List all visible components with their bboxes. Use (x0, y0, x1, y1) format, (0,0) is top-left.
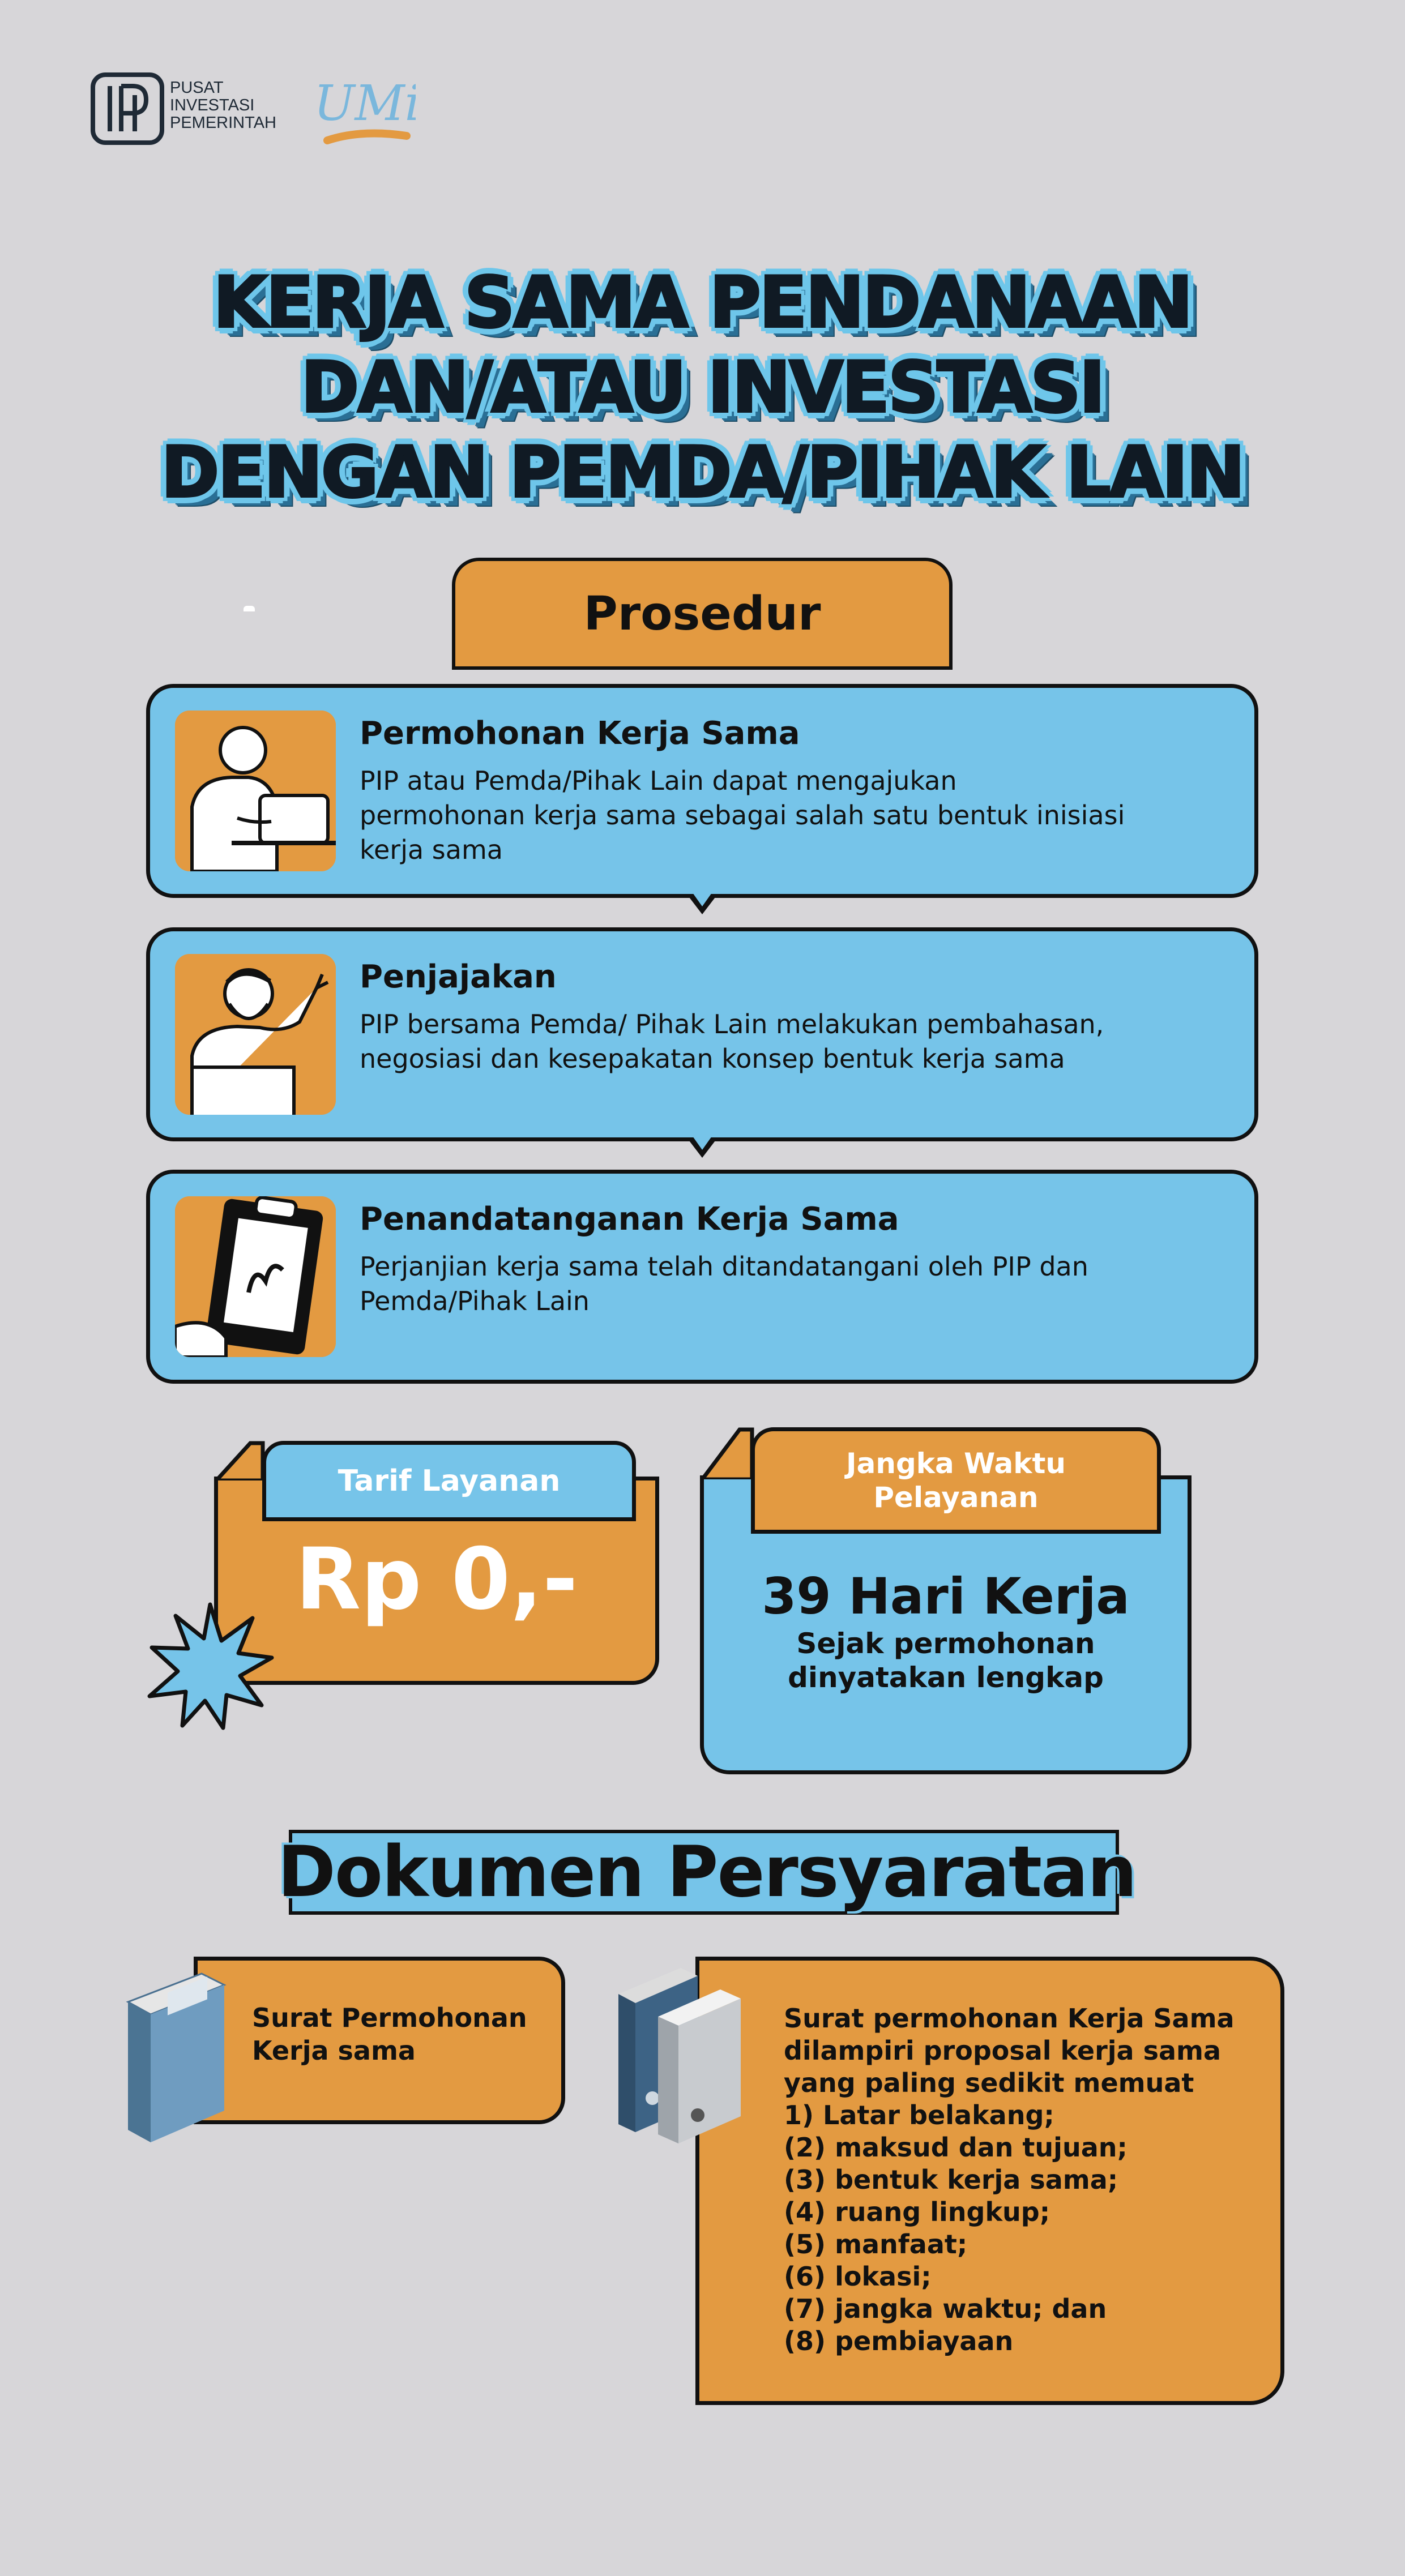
step-title: Penjajakan (360, 958, 557, 995)
jangka-note-line: dinyatakan lengkap (788, 1661, 1104, 1694)
pip-logo-text (170, 79, 276, 132)
step-connector-arrow (687, 1139, 717, 1158)
book-icon (117, 1962, 230, 2143)
step-line: negosiasi dan kesepakatan konsep bentuk kerja sama (360, 1043, 1065, 1074)
step-title: Penandatanganan Kerja Sama (360, 1201, 899, 1238)
title-line-2: DAN/ATAU INVESTASI (301, 347, 1104, 429)
step-description (360, 1250, 1243, 1319)
pip-logo-line: PEMERINTAH (170, 114, 276, 132)
pip-logo-line: PUSAT (170, 79, 224, 97)
step-line: permohonan kerja sama sebagai salah satu bentuk inisiasi (360, 800, 1125, 831)
binder-icon (613, 1962, 746, 2143)
umi-logo-text: UMi (314, 75, 416, 132)
tarif-value: Rp 0,- (295, 1530, 578, 1629)
person-pointing-icon (175, 954, 336, 1115)
dokumen-item-2-text (784, 2002, 1271, 2357)
dokumen-item-2-line: Surat permohonan Kerja Sama (784, 2003, 1235, 2034)
jangka-waktu-value: 39 Hari Kerja (762, 1567, 1130, 1625)
title-line-3: DENGAN PEMDA/PIHAK LAIN (161, 432, 1244, 514)
jangka-label-line: Pelayanan (873, 1481, 1039, 1514)
step-line: PIP atau Pemda/Pihak Lain dapat mengajukan (360, 765, 957, 796)
prosedur-label: Prosedur (583, 587, 821, 641)
step-description (360, 764, 1243, 867)
dokumen-item-1-line: Kerja sama (252, 2035, 416, 2066)
dokumen-item-2-line: (5) manfaat; (784, 2229, 968, 2260)
step-title: Permohonan Kerja Sama (360, 715, 800, 752)
dokumen-item-2-line: (8) pembiayaan (784, 2326, 1014, 2356)
decorative-dot (244, 606, 255, 611)
dokumen-item-2-line: (2) maksud dan tujuan; (784, 2132, 1128, 2163)
step-card-penandatanganan (146, 1170, 1258, 1384)
jangka-label-line: Jangka Waktu (846, 1447, 1066, 1480)
umi-logo (310, 72, 416, 152)
pip-logo-icon (91, 72, 164, 145)
step-description (360, 1007, 1243, 1076)
title-line-1: KERJA SAMA PENDANAAN (213, 262, 1192, 344)
dokumen-item-1-text (252, 2001, 558, 2067)
dokumen-item-2-line: yang paling sedikit memuat (784, 2068, 1194, 2098)
step-card-penjajakan (146, 927, 1258, 1141)
step-card-permohonan (146, 684, 1258, 898)
dokumen-item-2-line: (7) jangka waktu; dan (784, 2293, 1107, 2324)
dokumen-item-2-line: dilampiri proposal kerja sama (784, 2035, 1222, 2066)
page-title (85, 260, 1319, 515)
dokumen-item-2-line: (6) lokasi; (784, 2261, 932, 2292)
dokumen-item-2-line: 1) Latar belakang; (784, 2100, 1054, 2130)
person-laptop-icon (175, 711, 336, 871)
prosedur-heading (452, 558, 953, 670)
pip-logo-line: INVESTASI (170, 96, 255, 114)
step-line: PIP bersama Pemda/ Pihak Lain melakukan pembahasan, (360, 1009, 1104, 1039)
step-line: Perjanjian kerja sama telah ditandatangani oleh PIP dan (360, 1251, 1088, 1282)
dokumen-item-1-line: Surat Permohonan (252, 2002, 527, 2033)
starburst-icon (145, 1601, 275, 1731)
pip-logo-mark (91, 72, 164, 145)
step-connector-arrow-fill (693, 1136, 712, 1150)
tarif-label (262, 1441, 636, 1521)
jangka-waktu-label (751, 1427, 1161, 1534)
step-line: kerja sama (360, 835, 503, 865)
step-connector-arrow (687, 895, 717, 914)
tarif-label-text: Tarif Layanan (338, 1464, 561, 1498)
dokumen-item-2-line: (3) bentuk kerja sama; (784, 2164, 1118, 2195)
dokumen-title: Dokumen Persyaratan (277, 1832, 1137, 1913)
dokumen-item-2-line: (4) ruang lingkup; (784, 2197, 1050, 2227)
jangka-fold-corner (700, 1427, 754, 1479)
signed-clipboard-icon (175, 1196, 336, 1357)
tarif-fold-corner (214, 1441, 265, 1480)
step-line: Pemda/Pihak Lain (360, 1286, 590, 1316)
umi-logo-icon (310, 72, 416, 152)
step-connector-arrow-fill (693, 893, 712, 906)
jangka-waktu-note (700, 1627, 1192, 1694)
jangka-note-line: Sejak permohonan (796, 1627, 1095, 1660)
